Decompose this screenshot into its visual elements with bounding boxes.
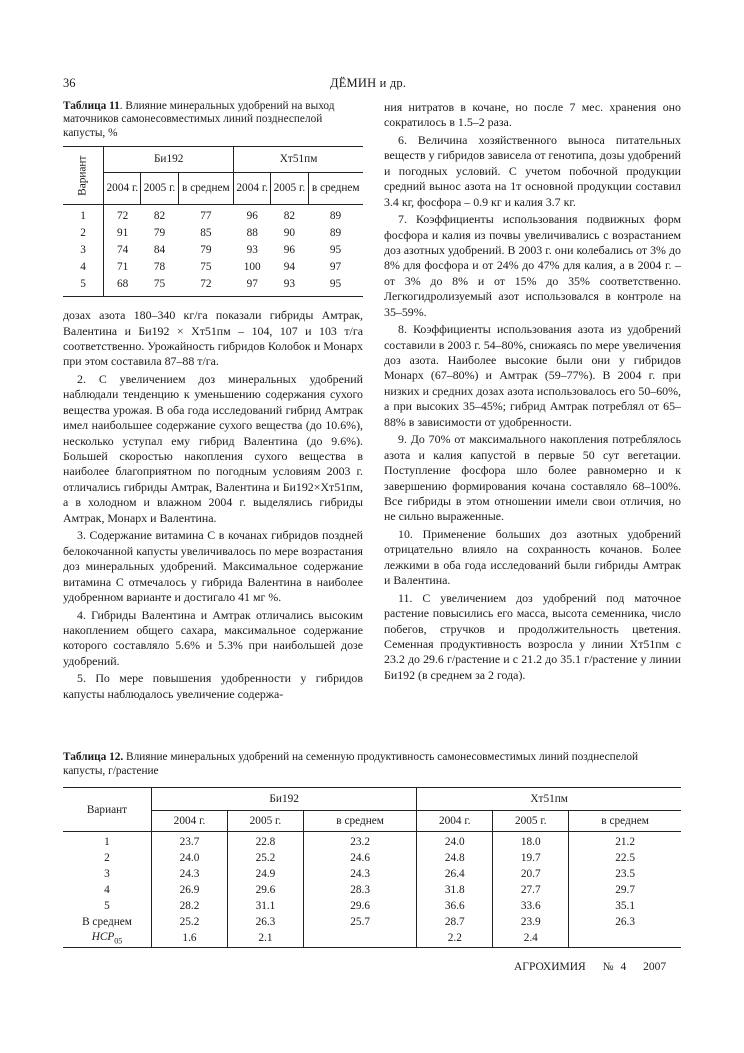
left-column — [63, 100, 363, 704]
body-paragraph: 7. Коэффициенты использования подвижных форм фосфора и калия из почвы увеличивались с возрастанием доз азотных удобрений. В 2003 г. они колебались от 3% до 8% для фосфора и от 24% до 47% для калия, а в 2004 г. – от 3% до 8% и от 15% до 35% соответственно. Легкогидролизуемый азот использовался в контроле на 35–59%. — [384, 212, 681, 319]
table-row — [63, 259, 363, 276]
table-cell: 78 — [153, 261, 166, 274]
table-cell: 85 — [200, 227, 212, 240]
body-paragraph: 9. До 70% от максимального накопления потреблялось азота и калия капустой в первые 50 сут вегетации. Поступление фосфора шло более равномерно и к завершению формирования кочана составляло 68–100%. Все гибриды в этом отношении имели свои отличия, но не сильно выраженные. — [384, 432, 681, 524]
table-cell: 2 — [104, 852, 110, 865]
table11-caption — [63, 100, 363, 140]
table-cell: 89 — [329, 210, 342, 223]
table-cell: 24.6 — [303, 850, 416, 866]
table12-variant-header: Вариант — [63, 788, 152, 832]
table-cell: 97 — [234, 276, 271, 297]
table12-column-header: 2004 г. — [417, 811, 493, 832]
table11-body — [63, 205, 363, 297]
table12-column-header: в среднем — [303, 811, 416, 832]
table-cell: 26.3 — [569, 914, 681, 930]
table11-caption-text: . Влияние минеральных удобрений на выход маточников самонесовместимых линий позднеспелой капусты, % — [63, 100, 335, 139]
table12-group-header: Хт51пм — [417, 788, 681, 811]
table-cell: 93 — [246, 244, 258, 257]
table-cell: 2.1 — [227, 930, 303, 948]
table11-column-header: 2005 г. — [141, 173, 178, 205]
footer-issue: № 4 — [602, 961, 627, 973]
table11-column-header: в среднем — [308, 173, 363, 205]
table-cell: 82 — [283, 210, 296, 223]
table-cell: 23.7 — [152, 832, 228, 851]
table-cell: 28.3 — [303, 882, 416, 898]
table-cell: 1 — [63, 205, 104, 226]
footer-journal: АГРОХИМИЯ — [514, 961, 586, 973]
body-paragraph: 2. С увеличением доз минеральных удобрений наблюдали тенденцию к уменьшению содержания сухого вещества урожая. В оба года исследований гибрид Амтрак имел наибольшее содержание сухого вещества (до 10.6%), несколько уступал ему гибрид Валентина (до 9.6%). Большей скоростью накопления сухого вещества в наиболее благоприятном по погодным условиям 2003 г. отличались гибриды Амтрак, Валентина и Би192×Хт51пм, а в холодном и влажном 2004 г. выделялись гибриды Амтрак, Монарх и Валентина. — [63, 372, 363, 525]
table-cell — [303, 930, 416, 948]
body-paragraph: 6. Величина хозяйственного выноса питательных веществ у гибридов зависела от генотипа, дозы удобрений и погодных условий. С учетом побочной продукции средний вынос азота на 1т основной продукции составил 3.4 кг, фосфора – 0.9 кг и калия 3.7 кг. — [384, 133, 682, 209]
table-cell: 5 — [63, 276, 104, 297]
table-cell: 4 — [104, 884, 110, 897]
table-cell: 29.6 — [227, 882, 303, 898]
table-cell: 26.3 — [227, 914, 303, 930]
table12-caption-text: Влияние минеральных удобрений на семенную продуктивность самонесовместимых линий позднеспелой капусты, г/растение — [63, 751, 639, 777]
table-cell: 27.7 — [493, 882, 569, 898]
table-cell: 2.2 — [417, 930, 493, 948]
table12-column-header: 2005 г. — [227, 811, 303, 832]
table-cell: 100 — [243, 261, 261, 274]
table-cell: 79 — [153, 227, 166, 240]
table-cell: 75 — [141, 276, 178, 297]
table-cell — [569, 930, 681, 948]
table-cell: 96 — [246, 210, 258, 223]
table11-caption-label: Таблица 11 — [63, 100, 120, 112]
table-cell: 24.9 — [227, 866, 303, 882]
table12-group-header: Би192 — [152, 788, 417, 811]
table-cell: 95 — [308, 276, 363, 297]
table-cell: 35.1 — [569, 898, 681, 914]
body-paragraph: 11. С увеличением доз удобрений под маточное растение повысились его масса, высота семенника, число побегов, стручков и продолжительность цветения. Семенная продуктивность возросла у линии Хт51пм с 23.2 до 29.6 г/растение и с 21.2 до 35.1 г/растение у линии Би192 (в среднем за 2 года). — [384, 590, 681, 682]
table-cell: 29.7 — [569, 882, 681, 898]
table-row — [63, 882, 681, 898]
table12-column-header: 2004 г. — [152, 811, 228, 832]
body-paragraph: 3. Содержание витамина С в кочанах гибридов поздней белокочанной капусты увеличивалось по мере возрастания доз минеральных удобрений. Максимальное содержание витамина С отмечалось у гибрида Валентина в наиболее удобренном варианте и достигало 41 мг %. — [63, 528, 363, 604]
body-paragraph: 5. По мере повышения удобренности у гибридов капусты наблюдалось увеличение содержа- — [63, 671, 363, 701]
table-cell: 26.9 — [152, 882, 228, 898]
table-cell: 18.0 — [493, 832, 569, 851]
table-cell: 20.7 — [493, 866, 569, 882]
page-number: 36 — [63, 76, 76, 90]
table-cell: 24.3 — [152, 866, 228, 882]
table-cell: 77 — [200, 210, 212, 223]
table11-group-header: Хт51пм — [234, 147, 363, 173]
table-cell: 2 — [63, 225, 104, 242]
table-cell: 72 — [116, 210, 129, 223]
table-cell: 25.2 — [227, 850, 303, 866]
table-cell: 36.6 — [417, 898, 493, 914]
table-row — [63, 276, 363, 297]
table-cell: 72 — [178, 276, 234, 297]
table-cell: 29.6 — [303, 898, 416, 914]
table-cell: 74 — [116, 244, 129, 257]
hcp-label: $НСР_{05}$ — [63, 930, 152, 948]
table-row — [63, 898, 681, 914]
table-cell: 1 — [104, 836, 110, 849]
table-cell: 24.0 — [417, 832, 493, 851]
table-cell: 97 — [329, 261, 342, 274]
table-cell: 24.3 — [303, 866, 416, 882]
table-row — [63, 850, 681, 866]
table-row — [63, 242, 363, 259]
table-cell: 25.2 — [152, 914, 228, 930]
table11-variant-header: Вариант — [63, 147, 104, 205]
table-cell: 91 — [116, 227, 129, 240]
table-cell: 88 — [246, 227, 258, 240]
table-row — [63, 832, 681, 851]
table11-column-header: в среднем — [178, 173, 234, 205]
table-cell: 28.2 — [152, 898, 228, 914]
table-cell: 23.9 — [493, 914, 569, 930]
table12-block — [63, 751, 681, 948]
table-cell: 95 — [329, 244, 342, 257]
table12-caption — [63, 751, 681, 778]
table11-column-header: 2005 г. — [271, 173, 308, 205]
table12-body — [63, 832, 681, 948]
running-head: ДЁМИН и др. — [330, 76, 407, 90]
table11 — [63, 146, 363, 297]
table-cell: 94 — [283, 261, 296, 274]
table-cell: 31.8 — [417, 882, 493, 898]
table-cell: 22.5 — [569, 850, 681, 866]
body-paragraph: 4. Гибриды Валентина и Амтрак отличались высоким накоплением общего сахара, максимальное содержание которого составляло 5.6% и 5.3% при наибольшей дозе удобрений. — [63, 607, 363, 668]
table-cell: 71 — [116, 261, 129, 274]
table-cell: 28.7 — [417, 914, 493, 930]
table-cell: 82 — [153, 210, 166, 223]
table12-column-header: в среднем — [569, 811, 681, 832]
table-cell: 23.2 — [303, 832, 416, 851]
page-footer — [514, 961, 676, 973]
body-paragraph: 10. Применение больших доз азотных удобрений отрицательно влияло на сохранность кочанов. Более лежкими в оба года исследований были гибриды Амтрак и Валентина. — [384, 526, 681, 588]
table-cell: 3 — [63, 242, 104, 259]
table-cell: 84 — [153, 244, 166, 257]
table-cell: 23.5 — [569, 866, 681, 882]
table-cell: 1.6 — [152, 930, 228, 948]
table-cell: 2.4 — [493, 930, 569, 948]
table-cell: 75 — [200, 261, 212, 274]
table12-caption-label: Таблица 12. — [63, 751, 124, 763]
table-row — [63, 225, 363, 242]
table-row — [63, 205, 363, 226]
table-cell: 93 — [271, 276, 308, 297]
table-row-hcp — [63, 930, 681, 948]
table-cell: 96 — [283, 244, 296, 257]
table-cell: 24.8 — [417, 850, 493, 866]
table-cell: 68 — [104, 276, 141, 297]
body-paragraph: ния нитратов в кочане, но после 7 мес. хранения оно сократилось в 1.5–2 раза. — [384, 100, 681, 130]
table-cell: 33.6 — [493, 898, 569, 914]
body-paragraph: дозах азота 180–340 кг/га показали гибриды Амтрак, Валентина и Би192 × Хт51пм – 104, 107 и 103 т/га соответственно. Урожайность гибридов Колобок и Монарх при этом составила 87–88 т/га. — [63, 308, 363, 369]
table11-column-header: 2004 г. — [104, 173, 141, 205]
table-cell: 21.2 — [569, 832, 681, 851]
table11-group-header: Би192 — [104, 147, 234, 173]
right-column — [384, 100, 681, 685]
table-cell: В среднем — [82, 916, 132, 929]
table-cell: 89 — [329, 227, 342, 240]
footer-year: 2007 — [643, 961, 667, 973]
table-cell: 3 — [104, 868, 110, 881]
table-cell: 26.4 — [417, 866, 493, 882]
table-cell: 22.8 — [227, 832, 303, 851]
table-row — [63, 866, 681, 882]
table12-column-header: 2005 г. — [493, 811, 569, 832]
body-paragraph: 8. Коэффициенты использования азота из удобрений составили в 2003 г. 54–80%, снижаясь по мере увеличения доз азота. Наиболее высокие были они у гибридов Монарх (67–80%) и Амтрак (59–77%). В 2004 г. при низких и средних дозах азота использовалось его 50–60%, а при высоких 35–45%; гибрид Амтрак потреблял от 65–88% в зависимости от удобренности. — [384, 322, 681, 429]
table-cell: 4 — [63, 259, 104, 276]
table12 — [63, 787, 681, 948]
table-cell: 25.7 — [303, 914, 416, 930]
table-cell: 19.7 — [493, 850, 569, 866]
table-row — [63, 914, 681, 930]
table-cell: 79 — [200, 244, 212, 257]
table11-column-header: 2004 г. — [234, 173, 271, 205]
table-cell: 5 — [104, 900, 110, 913]
table-cell: 31.1 — [227, 898, 303, 914]
table-cell: 90 — [283, 227, 296, 240]
table-cell: 24.0 — [152, 850, 228, 866]
